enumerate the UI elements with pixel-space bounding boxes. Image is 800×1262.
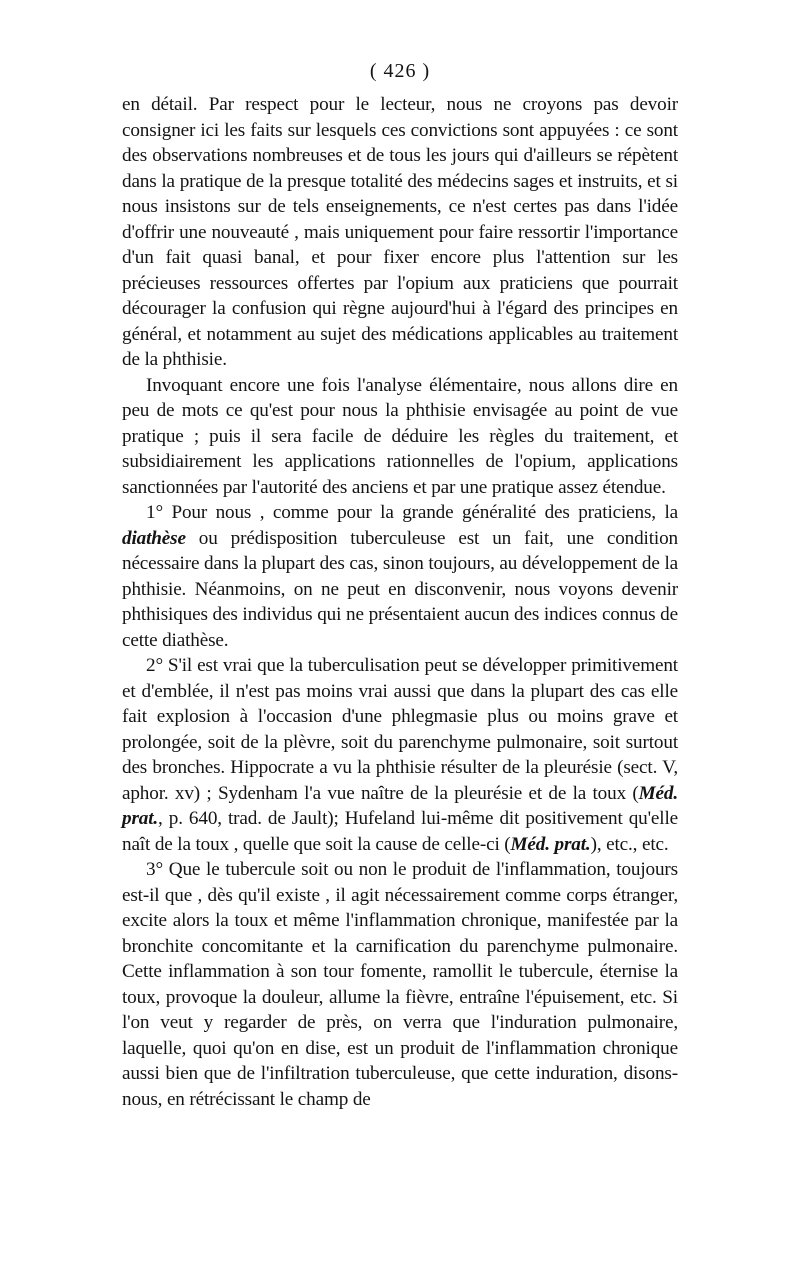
paragraph-point-2-text-b: , p. 640, trad. de Jault); Hufeland lui-même dit positivement qu'elle naît de la toux , quelle que soit la cause de celle-ci ( (122, 808, 678, 855)
paragraph-point-1-text-a: 1° Pour nous , comme pour la grande généralité des praticiens, la (146, 502, 678, 523)
page-number: ( 426 ) (369, 60, 431, 82)
paragraph-analysis: Invoquant encore une fois l'analyse élémentaire, nous allons dire en peu de mots ce qu'est pour nous la phthisie envisagée au point de vue pratique ; puis il sera facile de déduire les règles du traitement, et subsidiairement les applications rationnelles de l'opium, applications sanctionnées par l'autorité des anciens et par une pratique assez étendue. (122, 374, 678, 498)
paragraph-point-2-text-a: 2° S'il est vrai que la tuberculisation peut se développer primitivement et d'emblée, il n'est pas moins vrai aussi que dans la plupart des cas elle fait explosion à l'occasion d'une phlegmasie plus ou moins grave et prolongée, soit de la plèvre, soit du parenchyme pulmonaire, soit surtout des bronches. Hippocrate a vu la phthisie résulter de la pleurésie (sect. V, aphor. xv) ; Sydenham l'a vue naître de la pleurésie et de la toux ( (122, 655, 678, 804)
paragraph-point-3: 3° Que le tubercule soit ou non le produit de l'inflammation, toujours est-il que , dès qu'il existe , il agit nécessairement comme corps étranger, excite alors la toux et même l'inflammation chronique, manifestée par la bronchite concomitante et la carnification du parenchyme pulmonaire. Cette inflammation à son tour fomente, ramollit le tubercule, éternise la toux, provoque la douleur, allume la fièvre, entraîne l'épuisement, etc. Si l'on veut y regarder de près, on verra que l'induration pulmonaire, laquelle, quoi qu'on en dise, est un produit de l'inflammation chronique aussi bien que de l'infiltration tuberculeuse, que cette induration, disons-nous, en rétrécissant le champ de (122, 859, 678, 1110)
italic-citation-1: Méd. prat. (122, 782, 678, 829)
paragraph-point-2-text-c: ), etc., etc. (590, 833, 669, 855)
paragraph-intro: en détail. Par respect pour le lecteur, nous ne croyons pas devoir consigner ici les faits sur lesquels ces convictions sont appuyées : ce sont des observations nombreuses et de tous les jours qui d'ailleurs se répètent dans la pratique de la presque totalité des médecins sages et instruits, et si nous insistons sur de tels enseignements, ce n'est certes pas dans l'idée d'offrir une nouveauté , mais uniquement pour faire ressortir l'importance d'un fait quasi banal, et pour fixer encore plus l'attention sur les précieuses ressources offertes par l'opium aux praticiens que pourrait décourager la confusion qui règne aujourd'hui à l'égard des principes en général, et notamment au sujet des médications applicables au traitement de la phthisie. (122, 94, 678, 370)
paragraph-point-2 (122, 653, 678, 857)
body-text (122, 92, 678, 1112)
paragraph-point-1-text-b: ou prédisposition tuberculeuse est un fait, une condition nécessaire dans la plupart des cas, sinon toujours, au développement de la phthisie. Néanmoins, on ne peut en disconvenir, nous voyons devenir phthisiques des individus qui ne présentaient aucun des indices connus de cette diathèse. (122, 527, 678, 651)
paragraph-point-1 (122, 500, 678, 653)
italic-citation-2: Méd. prat. (510, 833, 591, 855)
italic-term-diathese: diathèse (122, 527, 186, 549)
